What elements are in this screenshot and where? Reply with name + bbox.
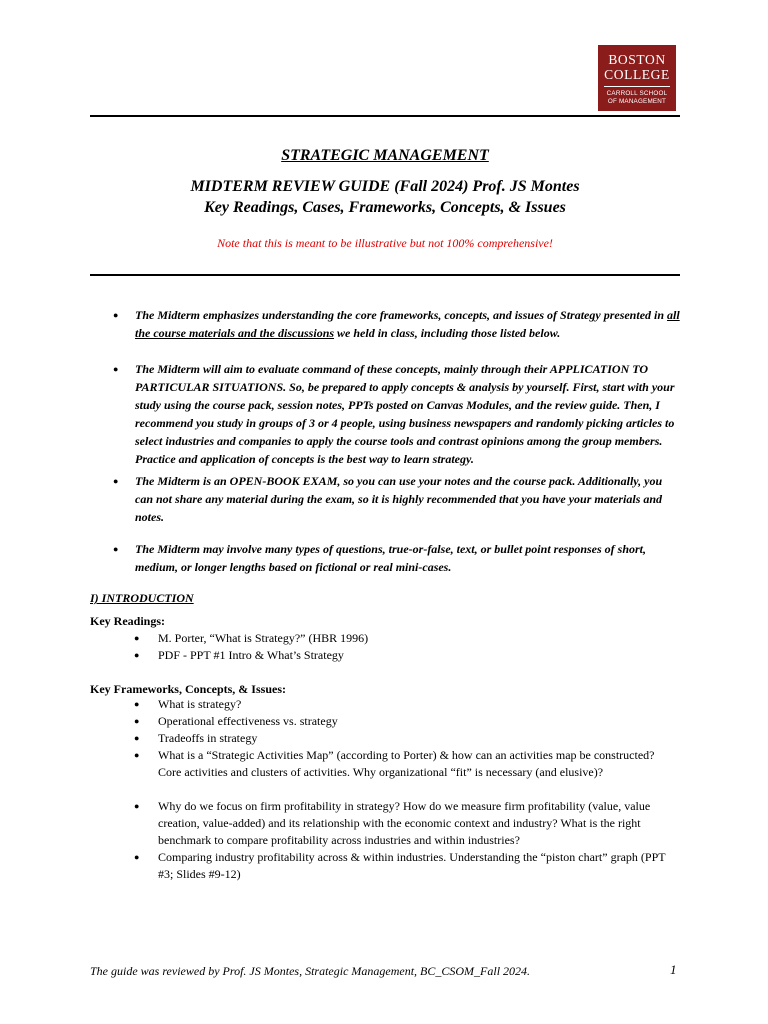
page-number: 1: [670, 962, 677, 977]
bullet-item: ● The Midterm will aim to evaluate command of these concepts, mainly through their APPLICATION TO PARTICULAR SITUATIONS. So, be prepared to apply concepts & analysis by yourself. First, start with your study using the course pack, session notes, PPTs posted on Canvas Modules, and the review guide. Then, I recommend you study in groups of 3 or 4 people, using business newspapers and randomly picking articles to select industries and companies to apply the course tools and contrast opinions among the group members. Practice and application of concepts is the best way to learn strategy.: [113, 362, 675, 466]
logo-line-college: COLLEGE: [604, 67, 670, 82]
bullet-dot: ●: [113, 544, 119, 554]
guide-subtitle-2: Key Readings, Cases, Frameworks, Concepts, & Issues: [204, 199, 566, 216]
bullet-item: ● The Midterm is an OPEN-BOOK EXAM, so you can use your notes and the course pack. Additionally, you can not share any material during the exam, so it is highly recommended that you have your materials and notes.: [113, 474, 663, 524]
list-item: ● Operational effectiveness vs. strategy: [134, 714, 338, 728]
list-item: ● What is strategy?: [134, 697, 242, 711]
top-divider: [90, 115, 680, 117]
logo-divider: [604, 86, 670, 87]
list-item: ● PDF - PPT #1 Intro & What’s Strategy: [134, 648, 344, 662]
key-frameworks-label: Key Frameworks, Concepts, & Issues:: [90, 682, 286, 696]
bullet-item: ● The Midterm may involve many types of questions, true-or-false, text, or bullet point responses of short, medium, or longer lengths based on fictional or real mini-cases.: [113, 542, 646, 574]
guide-subtitle: MIDTERM REVIEW GUIDE (Fall 2024) Prof. JS Montes: [190, 178, 580, 195]
section-heading-introduction: I) INTRODUCTION: [90, 591, 194, 605]
bullet-dot: ●: [113, 310, 119, 320]
list-item: ● What is a “Strategic Activities Map” (according to Porter) & how can an activities map be constructed? Core activities and clusters of activities. Why organizational “fit” is necessary (and elusive)?: [134, 748, 655, 779]
boston-college-logo: [598, 45, 676, 111]
header-divider: [90, 274, 680, 276]
list-item: ● Why do we focus on firm profitability in strategy? How do we measure firm profitability (value, value creation, value-added) and its relationship with the economic context and industry? What is the right benchmark to compare profitability across industries and within industries?: [134, 799, 651, 847]
bullet-dot: ●: [113, 476, 119, 486]
underlined-phrase: all the course materials and the discussions: [135, 308, 680, 340]
key-readings-label: Key Readings:: [90, 614, 165, 628]
illustrative-note: Note that this is meant to be illustrative but not 100% comprehensive!: [217, 236, 553, 250]
logo-line-management: OF MANAGEMENT: [607, 98, 667, 105]
course-title: STRATEGIC MANAGEMENT: [281, 147, 489, 164]
logo-line-school: CARROLL SCHOOL: [606, 90, 668, 97]
logo-line-boston: BOSTON: [608, 52, 666, 67]
list-item: ● Tradeoffs in strategy: [134, 731, 258, 745]
list-item: ● Comparing industry profitability across & within industries. Understanding the “piston chart” graph (PPT #3; Slides #9-12): [134, 850, 666, 881]
footer-note: The guide was reviewed by Prof. JS Montes, Strategic Management, BC_CSOM_Fall 2024.: [90, 964, 531, 978]
list-item: ● M. Porter, “What is Strategy?” (HBR 1996): [134, 631, 369, 645]
bullet-dot: ●: [113, 364, 119, 374]
bullet-item: ● The Midterm emphasizes understanding the core frameworks, concepts, and issues of Strategy presented in all the course materials and the discussions we held in class, including those listed below.: [113, 308, 680, 340]
